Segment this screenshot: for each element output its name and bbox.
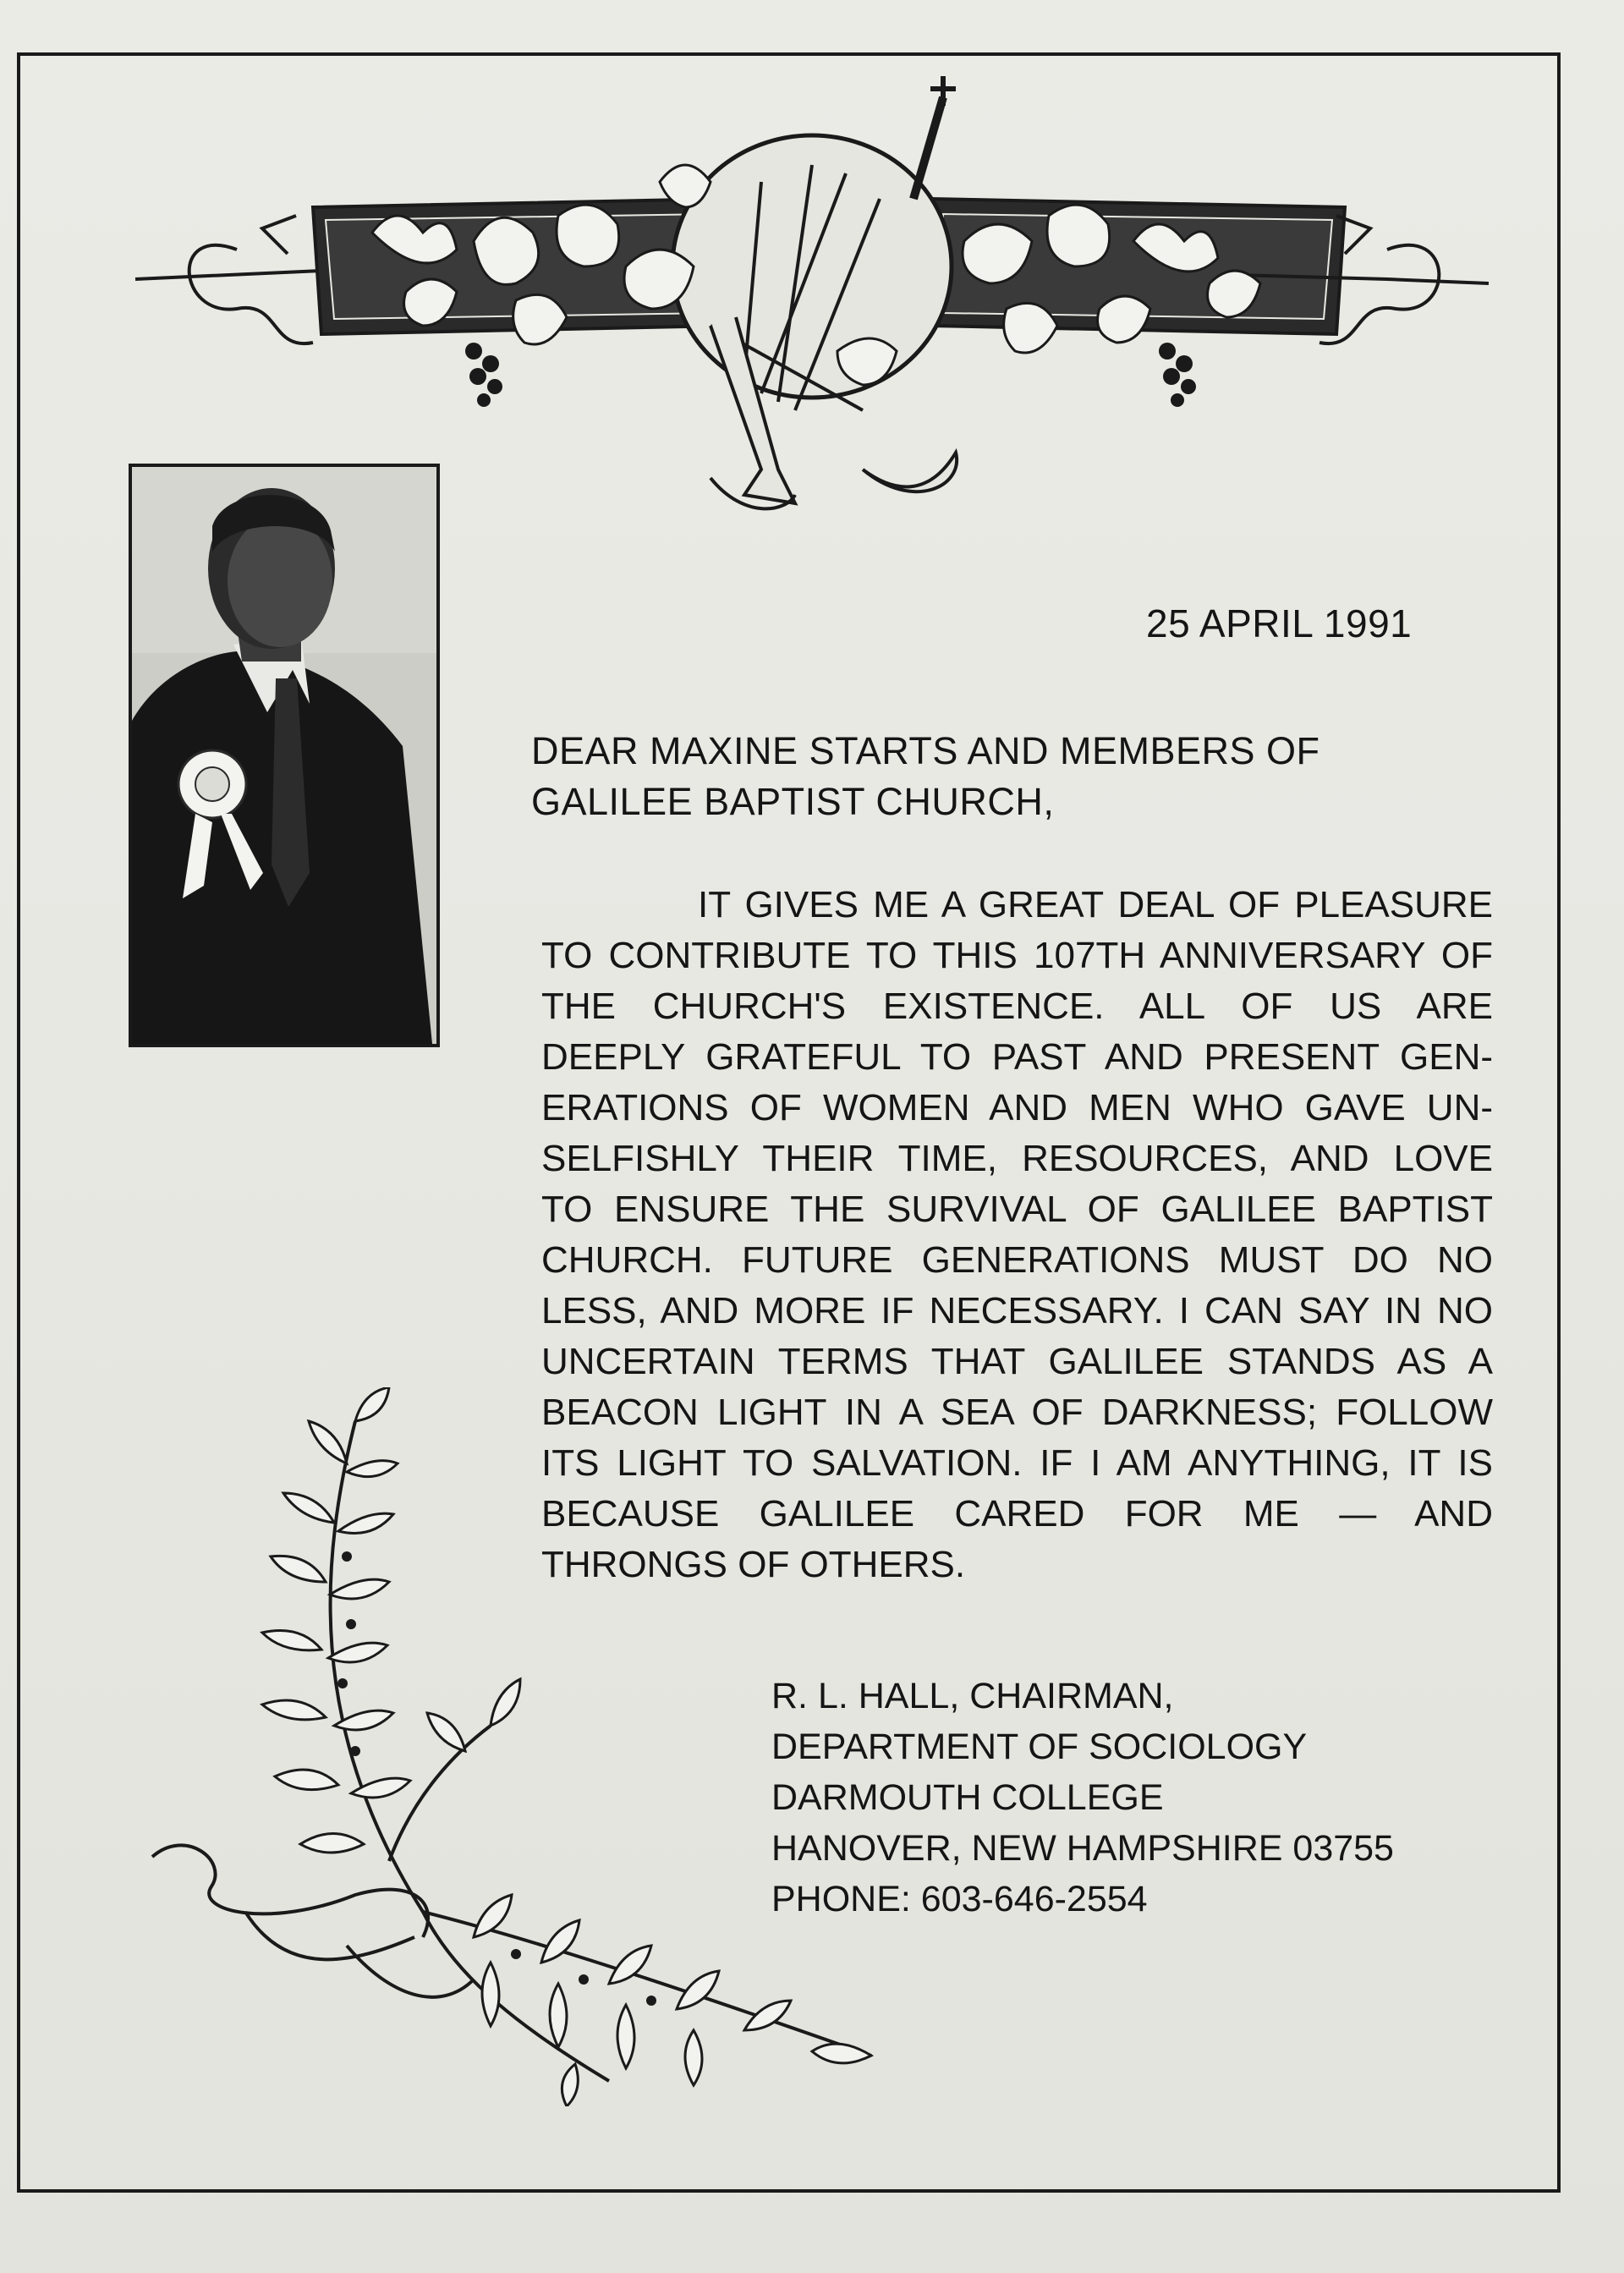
body-line: LESS, AND MORE IF NECESSARY. I CAN SAY IN NO xyxy=(541,1290,1493,1331)
body-line: ITS LIGHT TO SALVATION. IF I AM ANYTHING, IT IS xyxy=(541,1442,1493,1484)
body-line: DEEPLY GRATEFUL TO PAST AND PRESENT GEN- xyxy=(541,1036,1493,1078)
signature-name: R. L. HALL, CHAIRMAN, xyxy=(771,1676,1174,1716)
portrait-figure xyxy=(132,467,436,1044)
body-line: BEACON LIGHT IN A SEA OF DARKNESS; FOLLOW xyxy=(541,1392,1493,1433)
body-line: CHURCH. FUTURE GENERATIONS MUST DO NO xyxy=(541,1239,1493,1281)
body-line: UNCERTAIN TERMS THAT GALILEE STANDS AS A xyxy=(541,1341,1493,1382)
signature-department: DEPARTMENT OF SOCIOLOGY xyxy=(771,1727,1308,1767)
body-line: TO ENSURE THE SURVIVAL OF GALILEE BAPTIST xyxy=(541,1189,1493,1230)
body-line: THRONGS OF OTHERS. xyxy=(541,1544,966,1585)
body-line: ERATIONS OF WOMEN AND MEN WHO GAVE UN- xyxy=(541,1087,1493,1128)
header-ornament xyxy=(118,72,1506,529)
body-line: THE CHURCH'S EXISTENCE. ALL OF US ARE xyxy=(541,986,1493,1027)
letter-date: 25 APRIL 1991 xyxy=(1146,601,1413,645)
signature-phone: PHONE: 603-646-2554 xyxy=(771,1879,1148,1919)
salutation-line: DEAR MAXINE STARTS AND MEMBERS OF xyxy=(531,729,1320,772)
olive-branch-ornament xyxy=(135,1387,897,2106)
portrait-photo xyxy=(129,464,440,1047)
body-line: SELFISHLY THEIR TIME, RESOURCES, AND LOVE xyxy=(541,1138,1493,1179)
body-line: IT GIVES ME A GREAT DEAL OF PLEASURE xyxy=(698,884,1493,925)
body-line: TO CONTRIBUTE TO THIS 107TH ANNIVERSARY OF xyxy=(541,935,1493,976)
salutation-line: GALILEE BAPTIST CHURCH, xyxy=(531,780,1055,823)
signature-college: DARMOUTH COLLEGE xyxy=(771,1777,1164,1818)
signature-address: HANOVER, NEW HAMPSHIRE 03755 xyxy=(771,1828,1394,1869)
body-line: BECAUSE GALILEE CARED FOR ME — AND xyxy=(541,1493,1493,1535)
letter-salutation xyxy=(531,726,1479,827)
